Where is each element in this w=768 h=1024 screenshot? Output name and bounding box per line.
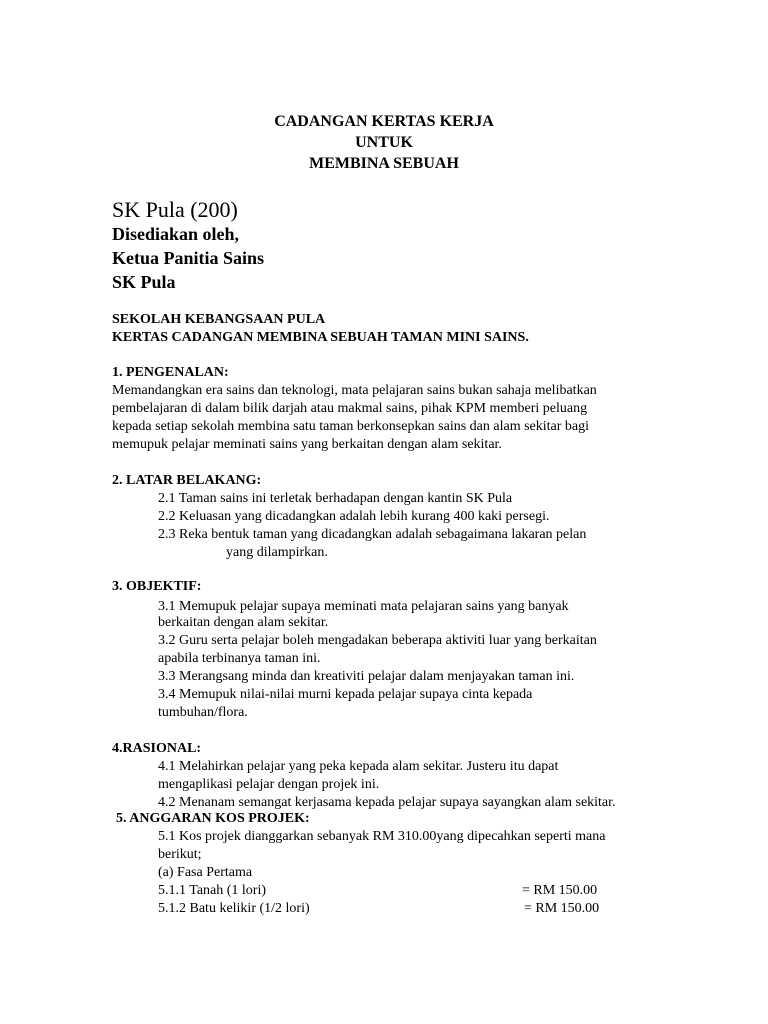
school-name: SK Pula (200)	[112, 197, 238, 222]
section-1-title: 1. PENGENALAN:	[112, 365, 229, 380]
cost-amount: = RM 150.00	[522, 883, 598, 898]
section-1-line: kepada setiap sekolah membina satu taman berkonsepkan sains dan alam sekitar bagi	[112, 419, 590, 434]
prepared-by-label: Disediakan oleh,	[112, 224, 240, 244]
section-2-item: 2.1 Taman sains ini terletak berhadapan dengan kantin SK Pula	[158, 491, 513, 506]
cost-item: 5.1.2 Batu kelikir (1/2 lori)	[158, 901, 310, 916]
section-5-line: berikut;	[158, 847, 202, 862]
cost-item: 5.1.1 Tanah (1 lori)	[158, 883, 267, 898]
prepared-by-role: Ketua Panitia Sains	[112, 248, 265, 268]
section-3-title: 3. OBJEKTIF:	[112, 579, 202, 594]
section-1-line: pembelajaran di dalam bilik darjah atau makmal sains, pihak KPM memberi peluang	[112, 401, 588, 416]
section-4-line: 4.1 Melahirkan pelajar yang peka kepada alam sekitar. Justeru itu dapat	[158, 759, 559, 774]
section-1-line: Memandangkan era sains dan teknologi, mata pelajaran sains bukan sahaja melibatkan	[112, 383, 597, 398]
section-3-line: 3.2 Guru serta pelajar boleh mengadakan beberapa aktiviti luar yang berkaitan	[158, 633, 597, 648]
section-3-line: 3.1 Memupuk pelajar supaya meminati mata pelajaran sains yang banyak	[158, 599, 569, 614]
school-heading: SEKOLAH KEBANGSAAN PULA	[112, 312, 326, 327]
cost-amount: = RM 150.00	[524, 901, 600, 916]
section-4-line: mengaplikasi pelajar dengan projek ini.	[158, 777, 380, 792]
section-3-line: berkaitan dengan alam sekitar.	[158, 615, 329, 630]
section-2-title: 2. LATAR BELAKANG:	[112, 473, 262, 488]
title-line-2: UNTUK	[355, 134, 413, 151]
section-1-line: memupuk pelajar meminati sains yang berkaitan dengan alam sekitar.	[112, 437, 502, 452]
section-5-line: 5.1 Kos projek dianggarkan sebanyak RM 310.00yang dipecahkan seperti mana	[158, 829, 606, 844]
section-3-line: 3.4 Memupuk nilai-nilai murni kepada pelajar supaya cinta kepada	[158, 687, 533, 702]
section-3-line: 3.3 Merangsang minda dan kreativiti pelajar dalam menjayakan taman ini.	[158, 669, 575, 684]
prepared-by-school: SK Pula	[112, 272, 176, 292]
proposal-heading: KERTAS CADANGAN MEMBINA SEBUAH TAMAN MINI SAINS.	[112, 330, 529, 345]
section-3-line: apabila terbinanya taman ini.	[158, 651, 321, 666]
section-2-item: 2.2 Keluasan yang dicadangkan adalah lebih kurang 400 kaki persegi.	[158, 509, 550, 524]
section-4-title: 4.RASIONAL:	[112, 741, 202, 756]
section-3-line: tumbuhan/flora.	[158, 705, 248, 720]
title-line-3: MEMBINA SEBUAH	[309, 155, 459, 172]
title-line-1: CADANGAN KERTAS KERJA	[274, 113, 494, 130]
section-5-title: 5. ANGGARAN KOS PROJEK:	[116, 811, 310, 826]
section-4-line: 4.2 Menanam semangat kerjasama kepada pelajar supaya sayangkan alam sekitar.	[158, 795, 616, 810]
section-5-line: (a) Fasa Pertama	[158, 865, 253, 880]
section-2-item: 2.3 Reka bentuk taman yang dicadangkan adalah sebagaimana lakaran pelan	[158, 527, 587, 542]
section-2-item: yang dilampirkan.	[226, 545, 328, 560]
